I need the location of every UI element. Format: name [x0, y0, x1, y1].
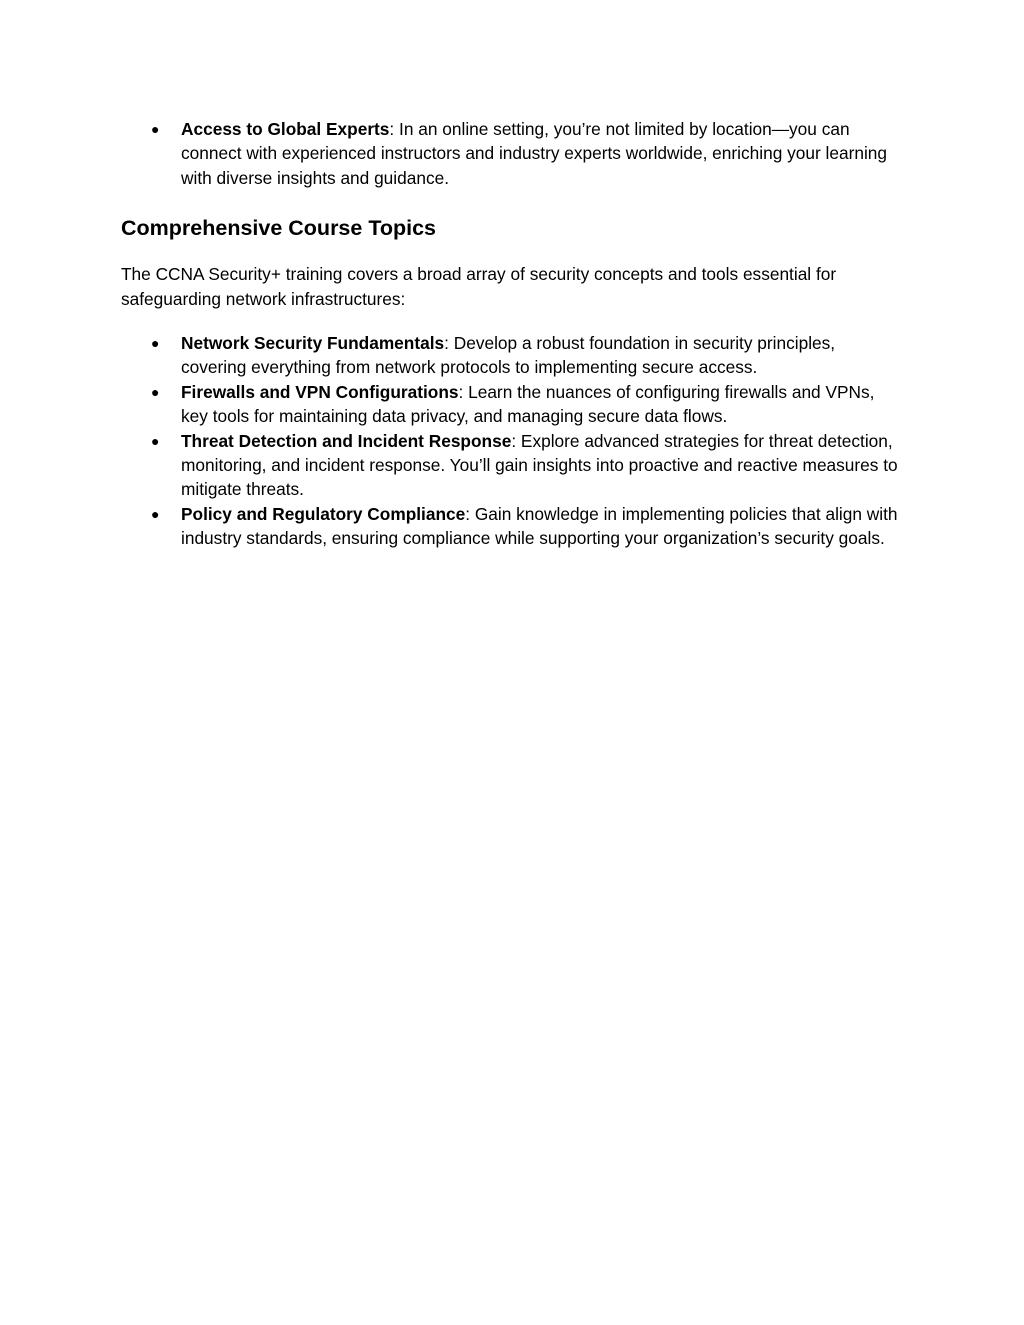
bullet-text: : Gain knowledge in implementing policies that align with industry standards, ensuring compliance while supporting your organization’s security goals.: [181, 503, 898, 549]
bullet-title: Network Security Fundamentals: [181, 333, 445, 354]
section-paragraph: The CCNA Security+ training covers a broad array of security concepts and tools essential for safeguarding network infrastructures:: [121, 264, 837, 309]
bullet-icon: ●: [151, 432, 160, 449]
bullet-icon: ●: [151, 335, 160, 352]
list-item: [121, 429, 901, 502]
intro-bullet-list: [121, 117, 901, 190]
document-page: [121, 117, 901, 551]
list-item: [121, 117, 901, 190]
list-item: [121, 502, 901, 551]
bullet-icon: ●: [151, 383, 160, 400]
bullet-title: Threat Detection and Incident Response: [181, 430, 512, 451]
bullet-text: : Explore advanced strategies for threat detection, monitoring, and incident response. You’ll gain insights into proactive and reactive measures to mitigate threats.: [181, 430, 898, 500]
list-item: [121, 380, 901, 429]
list-item: [121, 331, 901, 380]
bullet-icon: ●: [151, 121, 160, 137]
bullet-title: Access to Global Experts: [181, 119, 390, 139]
topics-bullet-list: [121, 331, 901, 551]
bullet-text: : Learn the nuances of configuring firewalls and VPNs, key tools for maintaining data privacy, and managing secure data flows.: [181, 381, 875, 427]
bullet-title: Firewalls and VPN Configurations: [181, 381, 459, 402]
bullet-icon: ●: [151, 505, 160, 522]
section-heading: Comprehensive Course Topics: [121, 216, 437, 241]
bullet-text: : In an online setting, you’re not limited by location—you can connect with experienced instructors and industry experts worldwide, enriching your learning with diverse insights and guidance.: [181, 119, 888, 188]
bullet-text: : Develop a robust foundation in security principles, covering everything from network protocols to implementing secure access.: [181, 333, 836, 378]
bullet-title: Policy and Regulatory Compliance: [181, 503, 466, 524]
